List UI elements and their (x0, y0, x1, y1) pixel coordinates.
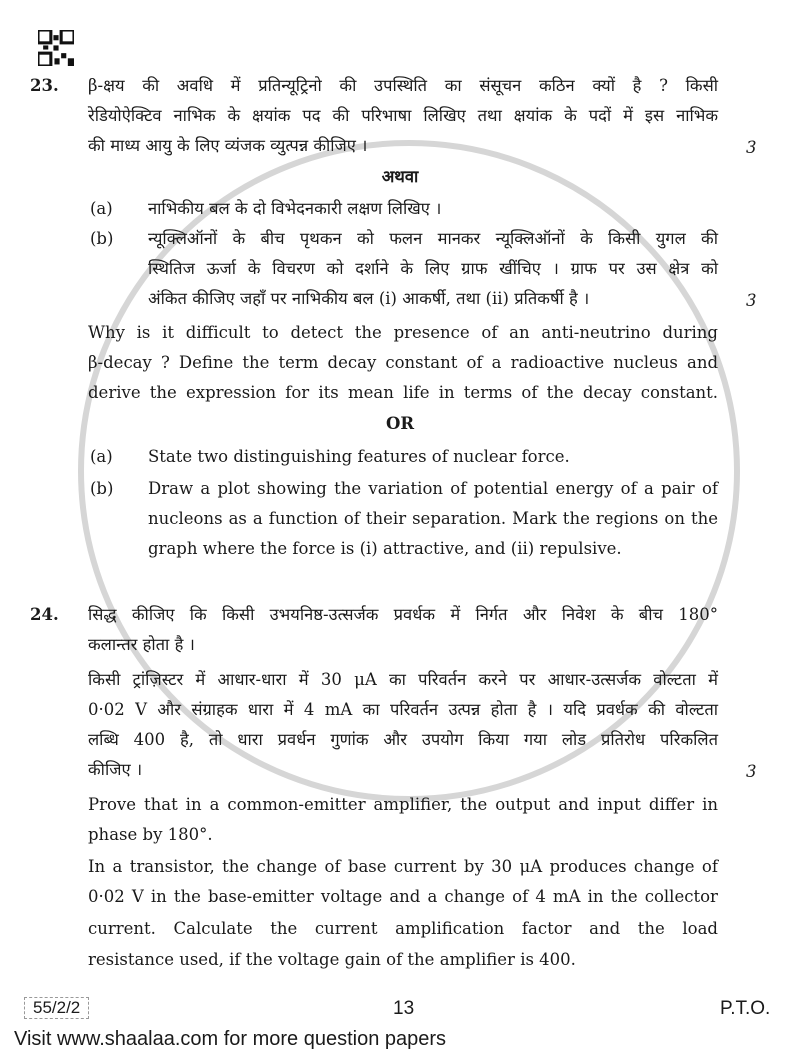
q23-hindi-a: नाभिकीय बल के दो विभेदनकारी लक्षण लिखिए । (148, 199, 442, 218)
q24-hindi-line: सिद्ध कीजिए कि किसी उभयनिष्ठ-उत्सर्जक प्रवर्धक में निर्गत और निवेश के बीच 180° (88, 605, 718, 624)
pto-label: P.T.O. (720, 998, 771, 1019)
qr-code-icon (38, 30, 74, 66)
q24-english-line: In a transistor, the change of base current by 30 μA produces change of (88, 857, 718, 876)
page-number: 13 (393, 998, 415, 1019)
option-label: (a) (90, 199, 113, 218)
q23-hindi-line: की माध्य आयु के लिए व्यंजक व्युत्पन्न कीजिए । (88, 136, 368, 155)
q24-english-line: phase by 180°. (88, 825, 213, 844)
visit-link[interactable]: Visit www.shaalaa.com for more question papers (14, 1028, 447, 1050)
q24-hindi-line: कलान्तर होता है । (88, 635, 195, 654)
q23-hindi-b-line: स्थितिज ऊर्जा के विचरण को दर्शाने के लिए ग्राफ खींचिए । ग्राफ पर उस क्षेत्र को (148, 259, 719, 278)
q23-english-b-line: Draw a plot showing the variation of potential energy of a pair of (148, 479, 718, 498)
or-heading-hindi: अथवा (381, 167, 419, 186)
q24-english-line: 0·02 V in the base-emitter voltage and a change of 4 mA in the collector (88, 887, 718, 906)
marks: 3 (746, 138, 757, 157)
q23-hindi-line: रेडियोऐक्टिव नाभिक के क्षयांक पद की परिभाषा लिखिए तथा क्षयांक के पदों में इस नाभिक (88, 106, 719, 125)
option-label: (a) (90, 447, 113, 466)
q23-english-b-line: nucleons as a function of their separation. Mark the regions on the (148, 509, 718, 528)
question-number: 23. (30, 76, 59, 95)
option-label: (b) (90, 229, 114, 248)
q23-english-line: derive the expression for its mean life in terms of the decay constant. (88, 383, 719, 402)
q24-hindi-line: किसी ट्रांज़िस्टर में आधार-धारा में 30 μA का परिवर्तन करने पर आधार-उत्सर्जक वोल्टता में (88, 670, 719, 689)
q24-hindi-line: लब्धि 400 है, तो धारा प्रवर्धन गुणांक और उपयोग किया गया लोड प्रतिरोध परिकलित (88, 730, 718, 749)
marks: 3 (746, 762, 757, 781)
q23-hindi-b-line: अंकित कीजिए जहाँ पर नाभिकीय बल (i) आकर्षी, तथा (ii) प्रतिकर्षी है । (148, 289, 590, 308)
q24-english-line: current. Calculate the current amplification factor and the load (88, 919, 718, 938)
q24-hindi-line: कीजिए । (88, 760, 143, 779)
q23-hindi-line: β-क्षय की अवधि में प्रतिन्यूट्रिनो की उपस्थिति का संसूचन कठिन क्यों है ? किसी (88, 76, 718, 95)
q24-hindi-line: 0·02 V और संग्राहक धारा में 4 mA का परिवर्तन उत्पन्न होता है । यदि प्रवर्धक की वोल्टता (88, 700, 719, 719)
or-heading: OR (385, 414, 415, 433)
question-number: 24. (30, 605, 59, 624)
option-label: (b) (90, 479, 114, 498)
marks: 3 (746, 291, 757, 310)
q24-english-line: resistance used, if the voltage gain of the amplifier is 400. (88, 950, 576, 969)
q23-english-b-line: graph where the force is (i) attractive, and (ii) repulsive. (148, 539, 622, 558)
q23-hindi-b-line: न्यूक्लिऑनों के बीच पृथकन को फलन मानकर न्यूक्लिऑनों के किसी युगल की (148, 229, 719, 248)
q23-english-a: State two distinguishing features of nuclear force. (148, 447, 570, 466)
q24-english-line: Prove that in a common-emitter amplifier, the output and input differ in (88, 795, 718, 814)
q23-english-line: β-decay ? Define the term decay constant of a radioactive nucleus and (88, 353, 719, 372)
q23-english-line: Why is it difficult to detect the presence of an anti-neutrino during (88, 323, 718, 342)
paper-code: 55/2/2 (24, 997, 89, 1019)
